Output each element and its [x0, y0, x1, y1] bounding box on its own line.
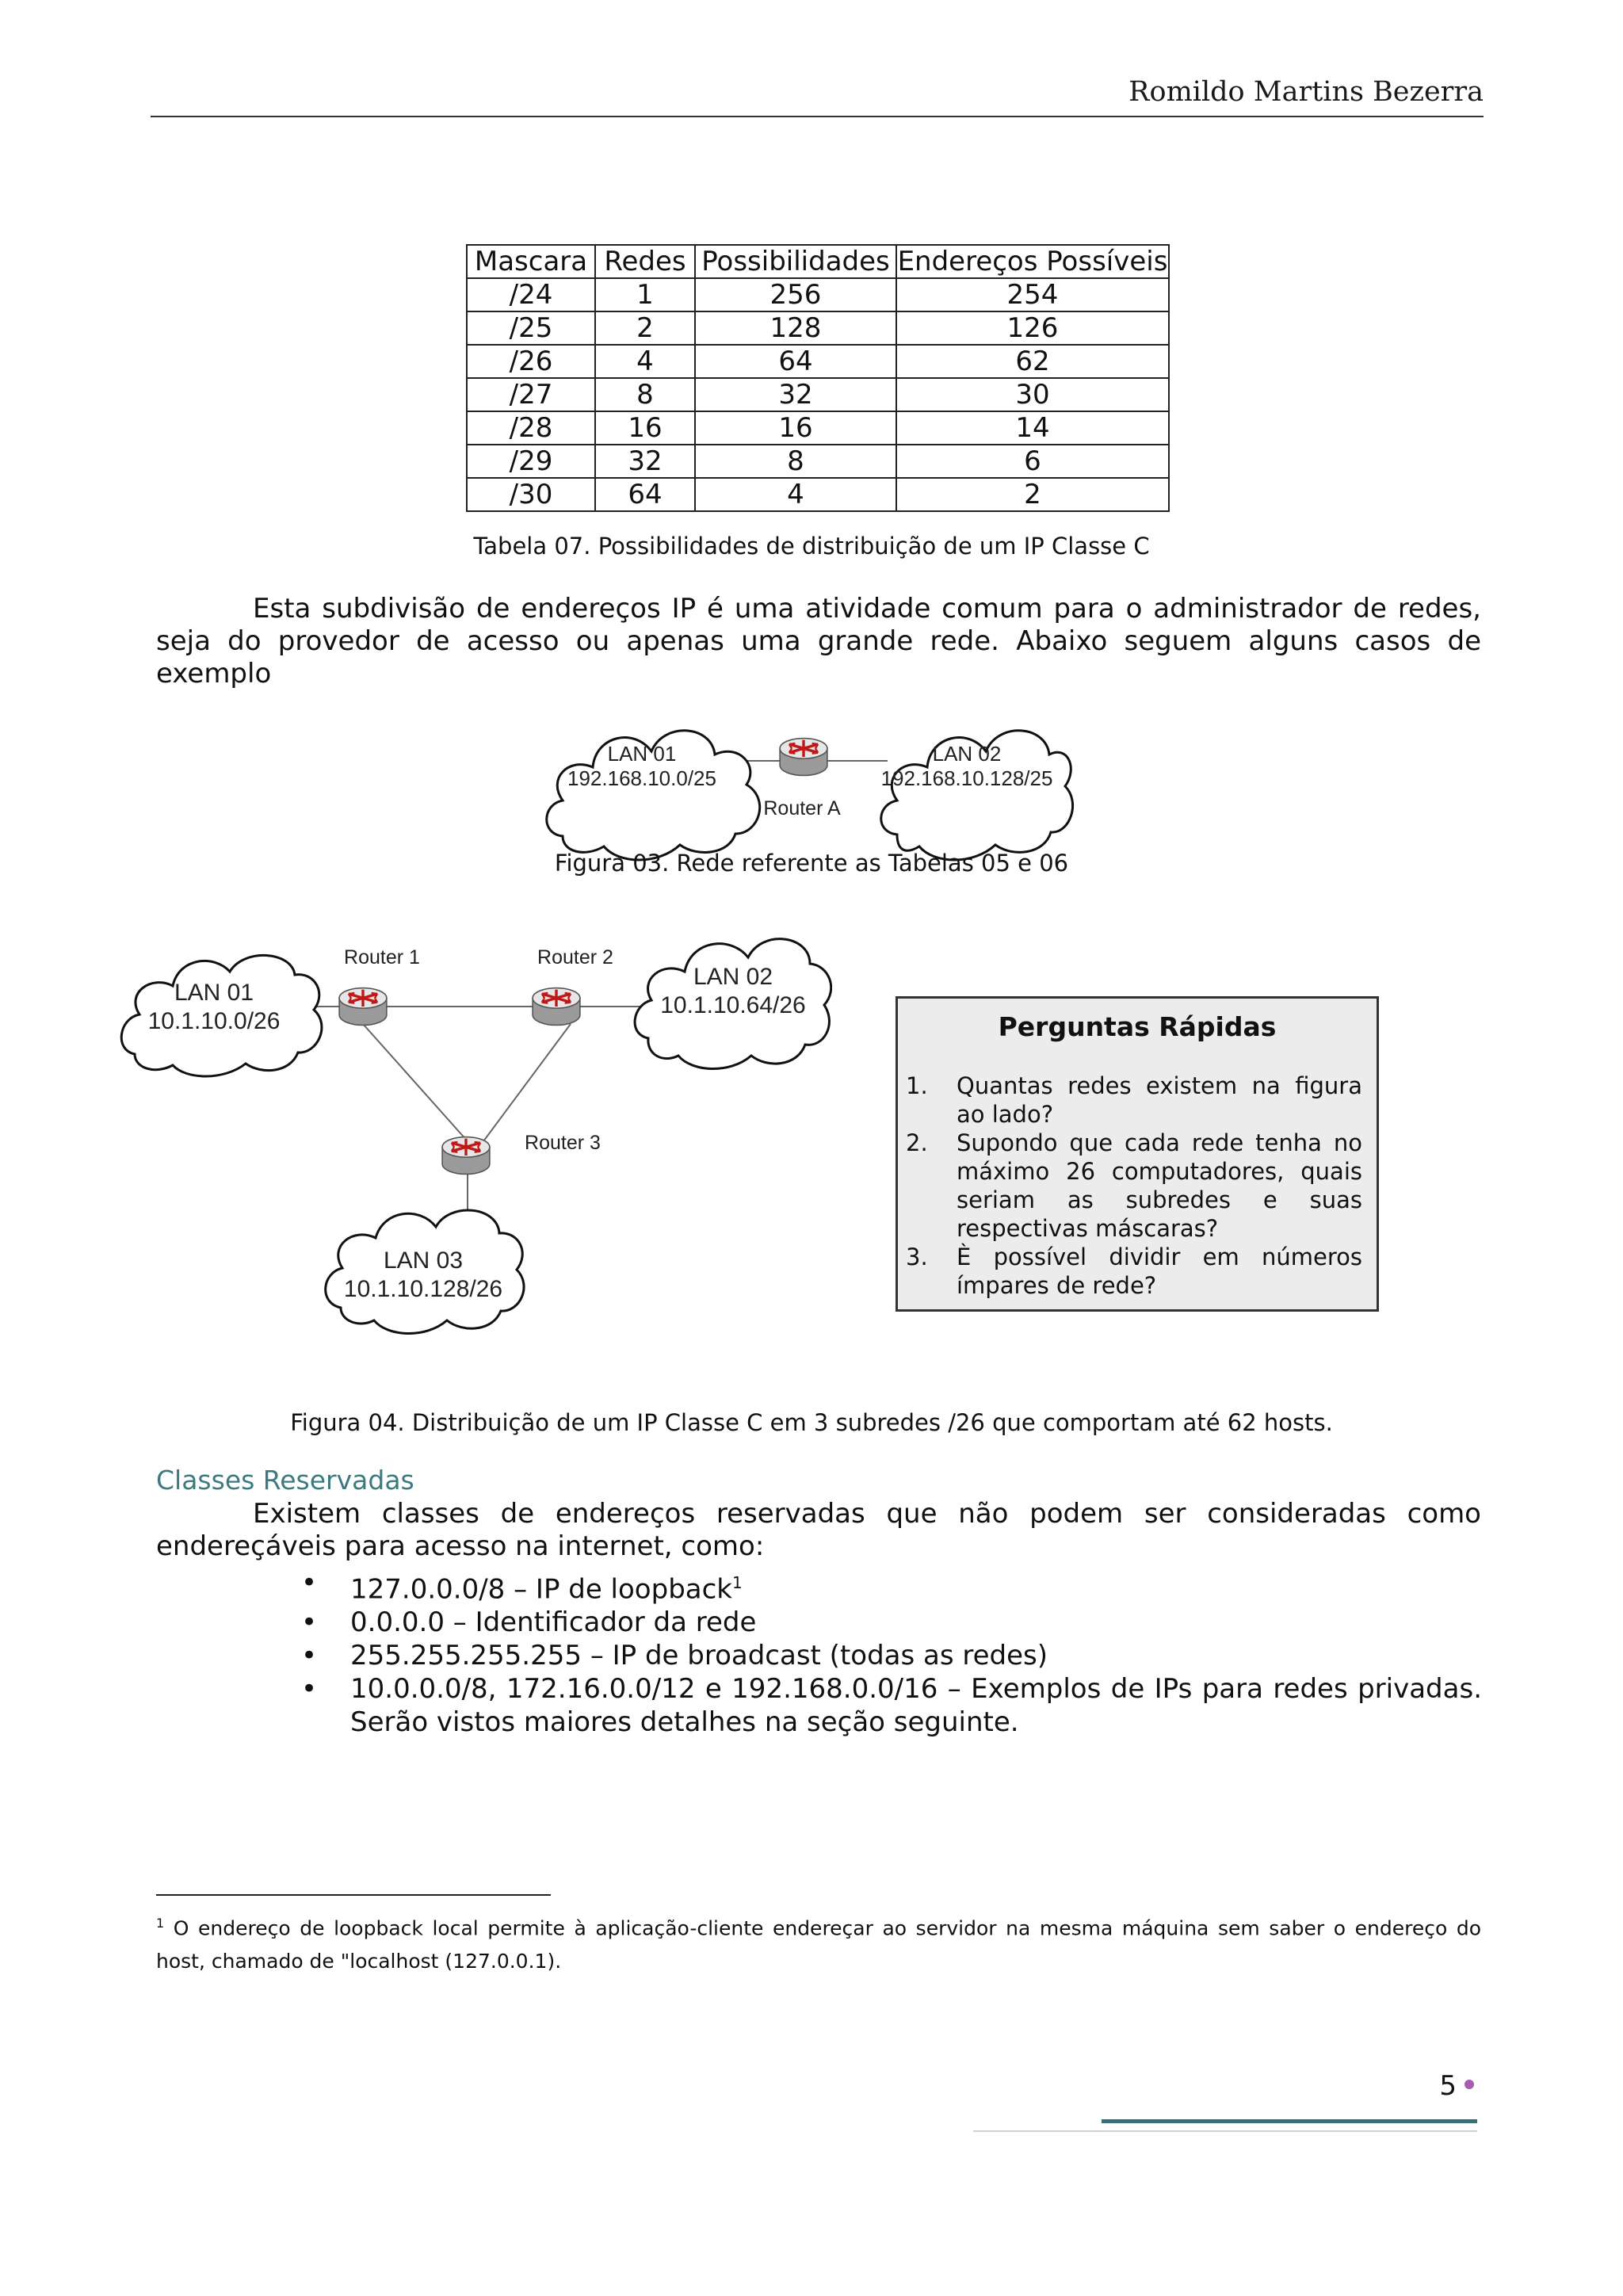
table-row [467, 378, 1169, 411]
header-rule [151, 116, 1484, 117]
link-line [363, 1024, 468, 1141]
table-cell: 6 [896, 445, 1169, 478]
table-row [467, 311, 1169, 345]
figure-04-caption: Figura 04. Distribuição de um IP Classe C em 3 subredes /26 que comportam até 62 hosts. [290, 1409, 1333, 1436]
footnote-rule [156, 1894, 551, 1896]
router-2-label: Router 2 [537, 946, 613, 968]
reserved-intro-text: Existem classes de endereços reservadas que não podem ser consideradas como endereçáveis para acesso na internet, como: [156, 1498, 1481, 1562]
list-item [906, 1072, 1362, 1129]
router-2-icon [533, 988, 580, 1026]
router-1-icon [339, 988, 387, 1026]
list-item-number: 2. [906, 1129, 928, 1156]
table-cell: /24 [467, 278, 595, 311]
table-cell: 4 [695, 478, 896, 511]
quick-questions-list [906, 1072, 1362, 1300]
table-cell: 2 [595, 311, 695, 345]
intro-paragraph [156, 593, 1481, 690]
router-1-label: Router 1 [344, 946, 420, 968]
table-cell: 32 [695, 378, 896, 411]
list-item-text: 10.0.0.0/8, 172.16.0.0/12 e 192.168.0.0/16 – Exemplos de IPs para redes privadas. Serão vistos maiores detalhes na seção seguinte. [350, 1673, 1482, 1739]
table-caption: Tabela 07. Possibilidades de distribuição de um IP Classe C [473, 533, 1150, 560]
table-cell: 64 [695, 345, 896, 378]
table-cell: 16 [595, 411, 695, 445]
table-cell: /26 [467, 345, 595, 378]
footer-rule-thin [973, 2130, 1477, 2132]
column-header: Redes [595, 245, 695, 278]
table-cell: 1 [595, 278, 695, 311]
lan-02-address: 10.1.10.64/26 [660, 992, 806, 1018]
table-cell: 64 [595, 478, 695, 511]
router-a-icon [780, 739, 827, 776]
table-cell: 4 [595, 345, 695, 378]
link-line [483, 1024, 571, 1141]
column-header: Endereços Possíveis [897, 246, 1168, 277]
page-dot-icon [1465, 2080, 1474, 2089]
list-item-text: Quantas redes existem na figura ao lado? [957, 1072, 1362, 1128]
footnote-text: O endereço de loopback local permite à aplicação-cliente endereçar ao servidor na mesma máquina sem saber o endereço do host, chamado de "localhost (127.0.0.1). [156, 1916, 1481, 1973]
figure-03-caption: Figura 03. Rede referente as Tabelas 05 e 06 [554, 850, 1069, 877]
table-cell: 8 [595, 378, 695, 411]
column-header: Mascara [467, 245, 595, 278]
list-item [293, 1672, 1482, 1739]
list-item-text: È possível dividir em números ímpares de rede? [957, 1244, 1362, 1299]
page-number: 5 [1439, 2070, 1457, 2102]
bullet-icon: • [301, 1606, 318, 1639]
table-cell: /25 [467, 311, 595, 345]
list-item [293, 1606, 1482, 1639]
lan-01-name: LAN 01 [174, 980, 254, 1006]
table-row [467, 345, 1169, 378]
table-cell: 14 [896, 411, 1169, 445]
bullet-icon: • [301, 1567, 318, 1599]
table-cell: /28 [467, 411, 595, 445]
table-row [467, 478, 1169, 511]
table-header-row [467, 245, 1169, 278]
bullet-icon: • [301, 1640, 318, 1672]
list-item-text: 0.0.0.0 – Identificador da rede [350, 1606, 757, 1639]
footer-rule [1102, 2119, 1477, 2123]
intro-text: Esta subdivisão de endereços IP é uma atividade comum para o administrador de redes, seja do provedor de acesso ou apenas uma grande rede. Abaixo seguem alguns casos de exemplo [156, 593, 1481, 690]
table-cell: 62 [896, 345, 1169, 378]
table-cell: 126 [896, 311, 1169, 345]
table-row [467, 445, 1169, 478]
lan-02-address: 192.168.10.128/25 [880, 766, 1053, 790]
table-cell: 254 [896, 278, 1169, 311]
list-item [906, 1243, 1362, 1300]
lan-02-name: LAN 02 [932, 742, 1002, 766]
bullet-icon: • [301, 1673, 318, 1706]
table-cell: 32 [595, 445, 695, 478]
list-item-number: 3. [906, 1244, 928, 1270]
column-header: Possibilidades [695, 245, 896, 278]
footnote-mark: 1 [156, 1916, 165, 1931]
list-item-text: 127.0.0.0/8 – IP de loopback [350, 1573, 732, 1606]
list-item-text: Supondo que cada rede tenha no máximo 26 computadores, quais seriam as subredes e suas respectivas máscaras? [957, 1129, 1362, 1242]
router-a-label: Router A [763, 797, 841, 819]
lan-03-name: LAN 03 [383, 1247, 464, 1274]
quick-questions-title: Perguntas Rápidas [998, 1011, 1277, 1042]
table-cell: 128 [695, 311, 896, 345]
table-row [467, 411, 1169, 445]
header-author: Romildo Martins Bezerra [1128, 76, 1484, 108]
lan-02-name: LAN 02 [693, 964, 773, 990]
list-item [293, 1639, 1482, 1672]
footnote-reference: 1 [732, 1573, 743, 1592]
footnote [156, 1907, 1481, 1978]
table-cell: /30 [467, 478, 595, 511]
lan-01-address: 192.168.10.0/25 [567, 766, 716, 790]
table-row [467, 278, 1169, 311]
reserved-intro-paragraph [156, 1498, 1481, 1563]
table-cell: 16 [695, 411, 896, 445]
table-cell: 2 [896, 478, 1169, 511]
list-item [293, 1566, 1482, 1606]
list-item-number: 1. [906, 1072, 928, 1099]
figure-04-diagram [119, 919, 832, 1363]
table-cell: /29 [467, 445, 595, 478]
lan-03-address: 10.1.10.128/26 [343, 1276, 503, 1302]
lan-01-address: 10.1.10.0/26 [147, 1008, 281, 1034]
table-cell: 8 [695, 445, 896, 478]
table-cell: /27 [467, 378, 595, 411]
reserved-list [293, 1566, 1482, 1739]
quick-questions-box [896, 996, 1379, 1312]
table-cell: 256 [695, 278, 896, 311]
lan-01-name: LAN 01 [607, 742, 677, 766]
list-item-text: 255.255.255.255 – IP de broadcast (todas as redes) [350, 1640, 1048, 1672]
section-title: Classes Reservadas [156, 1465, 414, 1496]
subnet-table [466, 244, 1170, 512]
router-3-icon [442, 1137, 490, 1175]
table-cell: 30 [896, 378, 1169, 411]
router-3-label: Router 3 [525, 1132, 601, 1154]
list-item [906, 1129, 1362, 1243]
